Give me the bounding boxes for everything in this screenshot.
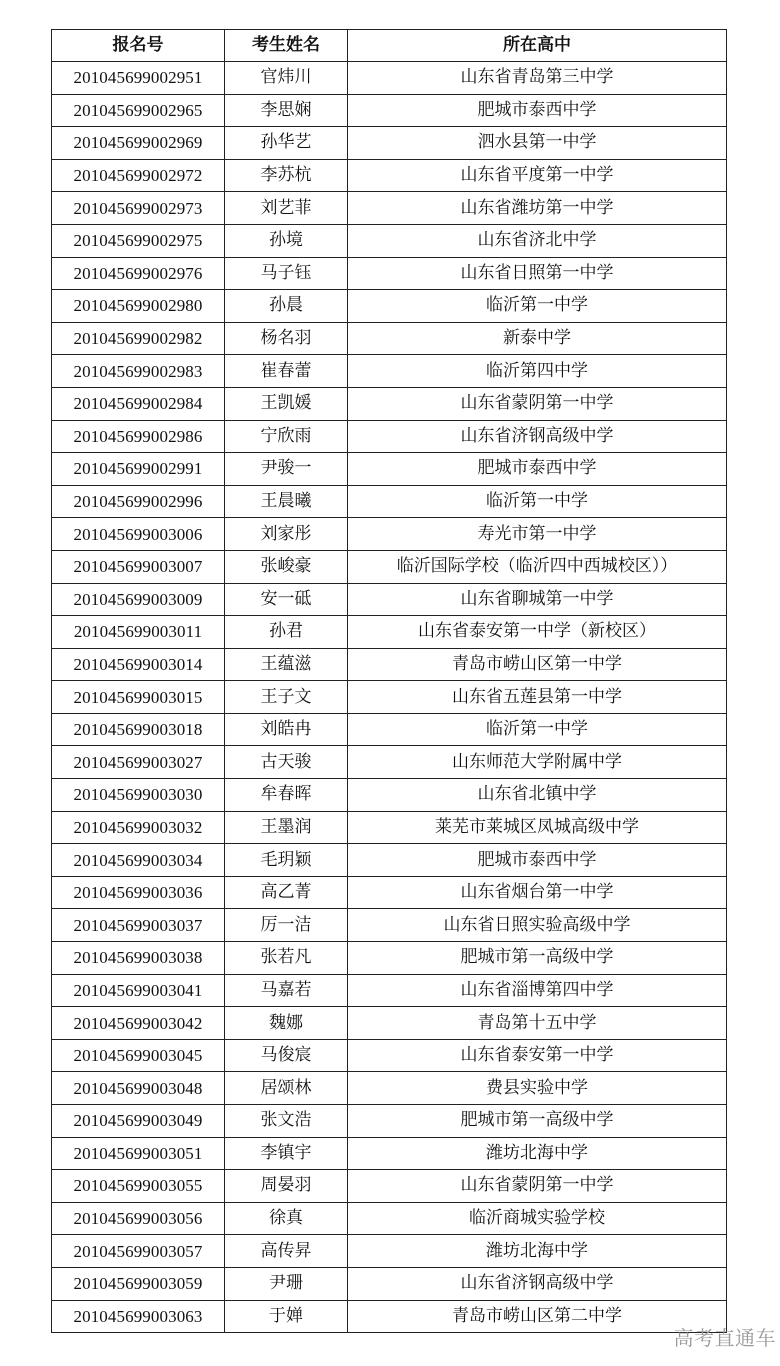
registration-number-cell: 201045699002976	[52, 257, 225, 290]
student-name-cell: 牟春晖	[225, 779, 348, 812]
high-school-cell: 山东省泰安第一中学（新校区）	[348, 616, 727, 649]
high-school-cell: 山东省蒙阴第一中学	[348, 387, 727, 420]
registration-number-cell: 201045699002972	[52, 159, 225, 192]
high-school-cell: 寿光市第一中学	[348, 518, 727, 551]
student-name-cell: 尹珊	[225, 1267, 348, 1300]
student-name-cell: 古天骏	[225, 746, 348, 779]
registration-number-cell: 201045699003036	[52, 876, 225, 909]
table-row	[52, 681, 727, 714]
registration-number-cell: 201045699003055	[52, 1170, 225, 1203]
table-row	[52, 192, 727, 225]
student-name-cell: 魏娜	[225, 1007, 348, 1040]
table-row	[52, 1007, 727, 1040]
header-student-name: 考生姓名	[225, 30, 348, 62]
table-row	[52, 909, 727, 942]
student-name-cell: 厉一洁	[225, 909, 348, 942]
student-name-cell: 刘家彤	[225, 518, 348, 551]
registration-number-cell: 201045699003048	[52, 1072, 225, 1105]
registration-number-cell: 201045699002982	[52, 322, 225, 355]
student-name-cell: 孙晨	[225, 290, 348, 323]
table-row	[52, 1072, 727, 1105]
table-row	[52, 942, 727, 975]
registration-number-cell: 201045699003011	[52, 616, 225, 649]
table-row	[52, 648, 727, 681]
student-name-cell: 周晏羽	[225, 1170, 348, 1203]
student-name-cell: 王子文	[225, 681, 348, 714]
high-school-cell: 山东省平度第一中学	[348, 159, 727, 192]
table-header-row	[52, 30, 727, 62]
student-name-cell: 杨名羽	[225, 322, 348, 355]
table-row	[52, 127, 727, 160]
student-name-cell: 居颂林	[225, 1072, 348, 1105]
registration-number-cell: 201045699002984	[52, 387, 225, 420]
registration-number-cell: 201045699003034	[52, 844, 225, 877]
student-name-cell: 王凯媛	[225, 387, 348, 420]
table-row	[52, 876, 727, 909]
table-row	[52, 322, 727, 355]
student-name-cell: 安一砥	[225, 583, 348, 616]
registration-number-cell: 201045699003041	[52, 974, 225, 1007]
registration-number-cell: 201045699002975	[52, 224, 225, 257]
high-school-cell: 费县实验中学	[348, 1072, 727, 1105]
student-name-cell: 张峻豪	[225, 550, 348, 583]
high-school-cell: 青岛第十五中学	[348, 1007, 727, 1040]
table-body	[52, 62, 727, 1333]
high-school-cell: 肥城市泰西中学	[348, 844, 727, 877]
table-row	[52, 453, 727, 486]
high-school-cell: 新泰中学	[348, 322, 727, 355]
table-row	[52, 159, 727, 192]
high-school-cell: 肥城市第一高级中学	[348, 942, 727, 975]
table-row	[52, 257, 727, 290]
high-school-cell: 莱芜市莱城区凤城高级中学	[348, 811, 727, 844]
high-school-cell: 山东省青岛第三中学	[348, 62, 727, 95]
student-name-cell: 王晨曦	[225, 485, 348, 518]
table-row	[52, 420, 727, 453]
table-row	[52, 583, 727, 616]
student-name-cell: 孙君	[225, 616, 348, 649]
registration-number-cell: 201045699003045	[52, 1039, 225, 1072]
table-row	[52, 1105, 727, 1138]
student-name-cell: 刘皓冉	[225, 713, 348, 746]
student-name-cell: 马子钰	[225, 257, 348, 290]
registration-number-cell: 201045699003057	[52, 1235, 225, 1268]
student-name-cell: 高乙菁	[225, 876, 348, 909]
high-school-cell: 临沂第四中学	[348, 355, 727, 388]
student-name-cell: 于婵	[225, 1300, 348, 1333]
student-name-cell: 毛玥颖	[225, 844, 348, 877]
student-name-cell: 徐真	[225, 1202, 348, 1235]
high-school-cell: 山东省淄博第四中学	[348, 974, 727, 1007]
table-row	[52, 62, 727, 95]
high-school-cell: 山东省济钢高级中学	[348, 420, 727, 453]
registration-number-cell: 201045699002980	[52, 290, 225, 323]
table-row	[52, 1202, 727, 1235]
registration-number-cell: 201045699003027	[52, 746, 225, 779]
student-name-cell: 尹骏一	[225, 453, 348, 486]
registration-number-cell: 201045699003032	[52, 811, 225, 844]
student-name-cell: 崔春蕾	[225, 355, 348, 388]
registration-number-cell: 201045699003038	[52, 942, 225, 975]
table-row	[52, 387, 727, 420]
registration-number-cell: 201045699003015	[52, 681, 225, 714]
registration-number-cell: 201045699002991	[52, 453, 225, 486]
student-name-cell: 张若凡	[225, 942, 348, 975]
table-row	[52, 811, 727, 844]
header-high-school: 所在高中	[348, 30, 727, 62]
student-name-cell: 孙境	[225, 224, 348, 257]
registration-number-cell: 201045699002965	[52, 94, 225, 127]
table-row	[52, 1235, 727, 1268]
high-school-cell: 山东省济钢高级中学	[348, 1267, 727, 1300]
student-name-cell: 孙华艺	[225, 127, 348, 160]
student-name-cell: 高传昇	[225, 1235, 348, 1268]
registration-number-cell: 201045699003037	[52, 909, 225, 942]
student-name-cell: 张文浩	[225, 1105, 348, 1138]
table-row	[52, 224, 727, 257]
registration-number-cell: 201045699003009	[52, 583, 225, 616]
high-school-cell: 潍坊北海中学	[348, 1235, 727, 1268]
high-school-cell: 临沂第一中学	[348, 713, 727, 746]
registration-number-cell: 201045699003030	[52, 779, 225, 812]
table-row	[52, 779, 727, 812]
student-name-cell: 马俊宸	[225, 1039, 348, 1072]
high-school-cell: 肥城市第一高级中学	[348, 1105, 727, 1138]
high-school-cell: 山东省日照实验高级中学	[348, 909, 727, 942]
high-school-cell: 山东省五莲县第一中学	[348, 681, 727, 714]
table-row	[52, 485, 727, 518]
registration-number-cell: 201045699003006	[52, 518, 225, 551]
high-school-cell: 青岛市崂山区第二中学	[348, 1300, 727, 1333]
high-school-cell: 泗水县第一中学	[348, 127, 727, 160]
high-school-cell: 临沂商城实验学校	[348, 1202, 727, 1235]
registration-number-cell: 201045699003049	[52, 1105, 225, 1138]
registration-number-cell: 201045699003042	[52, 1007, 225, 1040]
table-row	[52, 1170, 727, 1203]
registration-number-cell: 201045699003007	[52, 550, 225, 583]
table-row	[52, 974, 727, 1007]
high-school-cell: 临沂国际学校（临沂四中西城校区））	[348, 550, 727, 583]
student-name-cell: 官炜川	[225, 62, 348, 95]
high-school-cell: 山东省潍坊第一中学	[348, 192, 727, 225]
high-school-cell: 临沂第一中学	[348, 485, 727, 518]
registration-number-cell: 201045699003018	[52, 713, 225, 746]
registration-number-cell: 201045699002996	[52, 485, 225, 518]
table-row	[52, 518, 727, 551]
high-school-cell: 山东省聊城第一中学	[348, 583, 727, 616]
high-school-cell: 山东省泰安第一中学	[348, 1039, 727, 1072]
high-school-cell: 山东师范大学附属中学	[348, 746, 727, 779]
high-school-cell: 肥城市泰西中学	[348, 453, 727, 486]
high-school-cell: 潍坊北海中学	[348, 1137, 727, 1170]
admissions-table	[51, 29, 727, 1333]
registration-number-cell: 201045699002986	[52, 420, 225, 453]
registration-number-cell: 201045699003056	[52, 1202, 225, 1235]
table-row	[52, 746, 727, 779]
table-row	[52, 94, 727, 127]
student-name-cell: 李思娴	[225, 94, 348, 127]
student-name-cell: 刘艺菲	[225, 192, 348, 225]
student-name-cell: 李苏杭	[225, 159, 348, 192]
student-name-cell: 王蕴滋	[225, 648, 348, 681]
table-row	[52, 713, 727, 746]
student-name-cell: 李镇宇	[225, 1137, 348, 1170]
registration-number-cell: 201045699003014	[52, 648, 225, 681]
table-row	[52, 550, 727, 583]
registration-number-cell: 201045699003051	[52, 1137, 225, 1170]
high-school-cell: 山东省蒙阴第一中学	[348, 1170, 727, 1203]
table-row	[52, 290, 727, 323]
table-row	[52, 844, 727, 877]
table-row	[52, 1137, 727, 1170]
table-row	[52, 355, 727, 388]
registration-number-cell: 201045699003063	[52, 1300, 225, 1333]
header-registration-number: 报名号	[52, 30, 225, 62]
table-row	[52, 616, 727, 649]
student-name-cell: 马嘉若	[225, 974, 348, 1007]
registration-number-cell: 201045699002951	[52, 62, 225, 95]
student-name-cell: 王墨润	[225, 811, 348, 844]
registration-number-cell: 201045699003059	[52, 1267, 225, 1300]
table-row	[52, 1039, 727, 1072]
high-school-cell: 山东省烟台第一中学	[348, 876, 727, 909]
high-school-cell: 青岛市崂山区第一中学	[348, 648, 727, 681]
high-school-cell: 山东省北镇中学	[348, 779, 727, 812]
high-school-cell: 临沂第一中学	[348, 290, 727, 323]
registration-number-cell: 201045699002973	[52, 192, 225, 225]
registration-number-cell: 201045699002969	[52, 127, 225, 160]
table-row	[52, 1300, 727, 1333]
student-name-cell: 宁欣雨	[225, 420, 348, 453]
high-school-cell: 肥城市泰西中学	[348, 94, 727, 127]
high-school-cell: 山东省日照第一中学	[348, 257, 727, 290]
registration-number-cell: 201045699002983	[52, 355, 225, 388]
table-row	[52, 1267, 727, 1300]
high-school-cell: 山东省济北中学	[348, 224, 727, 257]
watermark-text: 高考直通车	[673, 1326, 776, 1350]
